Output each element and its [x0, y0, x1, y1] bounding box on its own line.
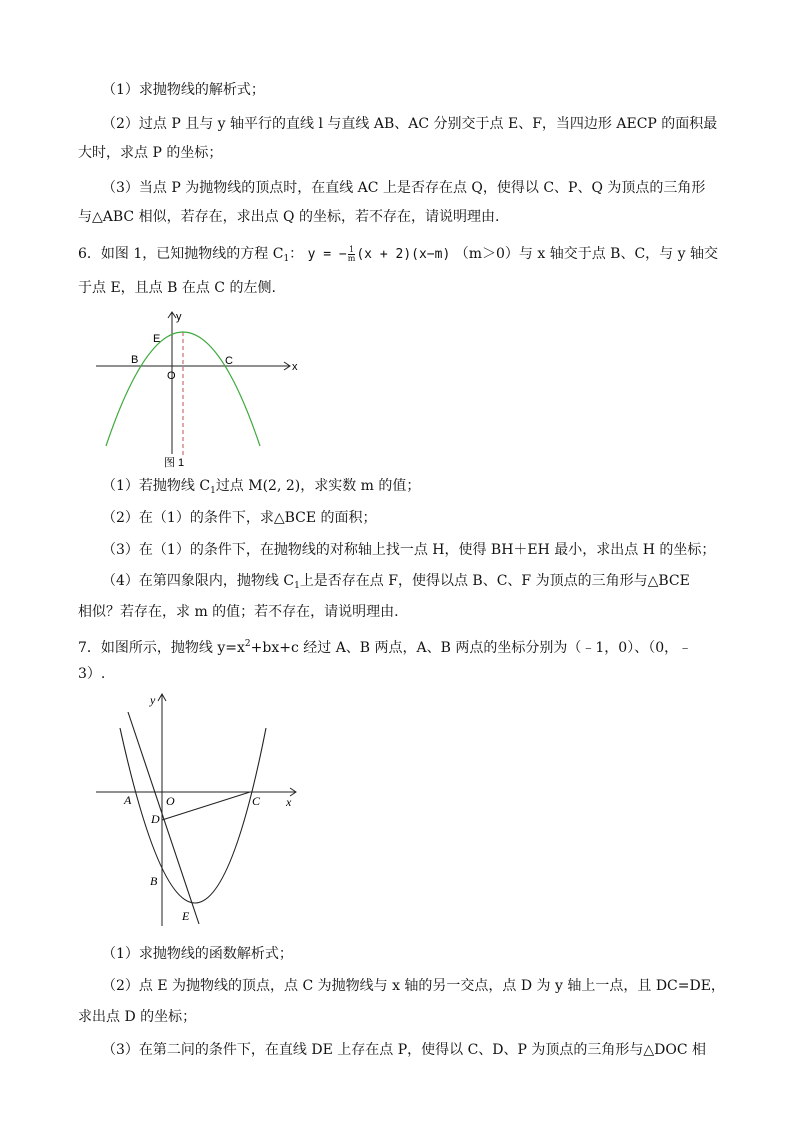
- label-E: E: [153, 333, 161, 345]
- p6-q4-line2: 相似？若存在，求 m 的值；若不存在，请说明理由.: [78, 604, 399, 620]
- p6-intro-line2: 于点 E，且点 B 在点 C 的左侧.: [78, 280, 276, 296]
- label-x: x: [286, 795, 292, 809]
- figure-caption: 图 1: [164, 457, 185, 469]
- prev-q3-line1: （3）当点 P 为抛物线的顶点时，在直线 AC 上是否存在点 Q，使得以 C、P、Q 为顶点的三角形: [102, 180, 706, 196]
- segment-DC: [162, 792, 250, 820]
- prev-q1: （1）求抛物线的解析式；: [102, 82, 265, 98]
- figure-1-parabola: [90, 306, 310, 472]
- p6-intro-line1: 6．如图 1，已知抛物线的方程 $C_1$： y = − $\frac{1}{m}$ (x + 2)(x−m) （m＞0）与 x 轴交于点 B、C，与 y 轴交: [78, 244, 718, 264]
- prev-q2-line1: （2）过点 P 且与 y 轴平行的直线 l 与直线 AB、AC 分别交于点 E、F，当四边形 AECP 的面积最: [102, 116, 718, 132]
- label-C: C: [252, 794, 261, 808]
- p6-q1: （1）若抛物线 $C_1$过点 M(2, 2)，求实数 m 的值；: [102, 478, 421, 496]
- p7-q1: （1）求抛物线的函数解析式；: [102, 946, 293, 962]
- label-O: O: [167, 370, 176, 382]
- p6-q3: （3）在（1）的条件下，在抛物线的对称轴上找一点 H，使得 BH＋EH 最小，求出点 H 的坐标；: [102, 542, 716, 558]
- p7-intro-line2: 3）.: [78, 666, 106, 682]
- label-E: E: [182, 909, 190, 923]
- label-y: y: [176, 311, 182, 323]
- label-A: A: [124, 793, 132, 807]
- label-B: B: [131, 354, 139, 366]
- prev-q2-line2: 大时，求点 P 的坐标；: [78, 145, 223, 161]
- label-y: y: [150, 693, 156, 707]
- p7-q3: （3）在第二问的条件下，在直线 DE 上存在点 P，使得以 C、D、P 为顶点的三角形与△DOC 相: [102, 1042, 707, 1058]
- p7-intro-line1: 7．如图所示，抛物线 $y=x^2+bx+c$ 经过 A、B 两点，A、B 两点的坐标分别为（﹣1，0）、（0，﹣: [78, 639, 693, 656]
- figure-parabola-problem7: [92, 688, 307, 928]
- p7-q2-line2: 求出点 D 的坐标；: [78, 1009, 197, 1025]
- p6-q4-line1: （4）在第四象限内，抛物线 $C_1$上是否存在点 F，使得以点 B、C、F 为顶点的三角形与△BCE: [102, 573, 690, 591]
- label-D: D: [151, 812, 160, 826]
- fraction-1-over-m: $\frac{1}{m}$: [347, 244, 356, 263]
- label-B: B: [150, 874, 158, 888]
- p7-q2-line1: （2）点 E 为抛物线的顶点，点 C 为抛物线与 x 轴的另一交点，点 D 为 y 轴上一点，且 DC=DE，: [102, 978, 725, 994]
- label-O: O: [166, 794, 175, 808]
- label-C: C: [225, 355, 233, 367]
- line-DE: [128, 712, 199, 924]
- p6-q2: （2）在（1）的条件下，求△BCE 的面积；: [102, 510, 377, 526]
- prev-q3-line2: 与△ABC 相似，若存在，求出点 Q 的坐标，若不存在，请说明理由.: [78, 209, 500, 225]
- label-x: x: [292, 361, 298, 373]
